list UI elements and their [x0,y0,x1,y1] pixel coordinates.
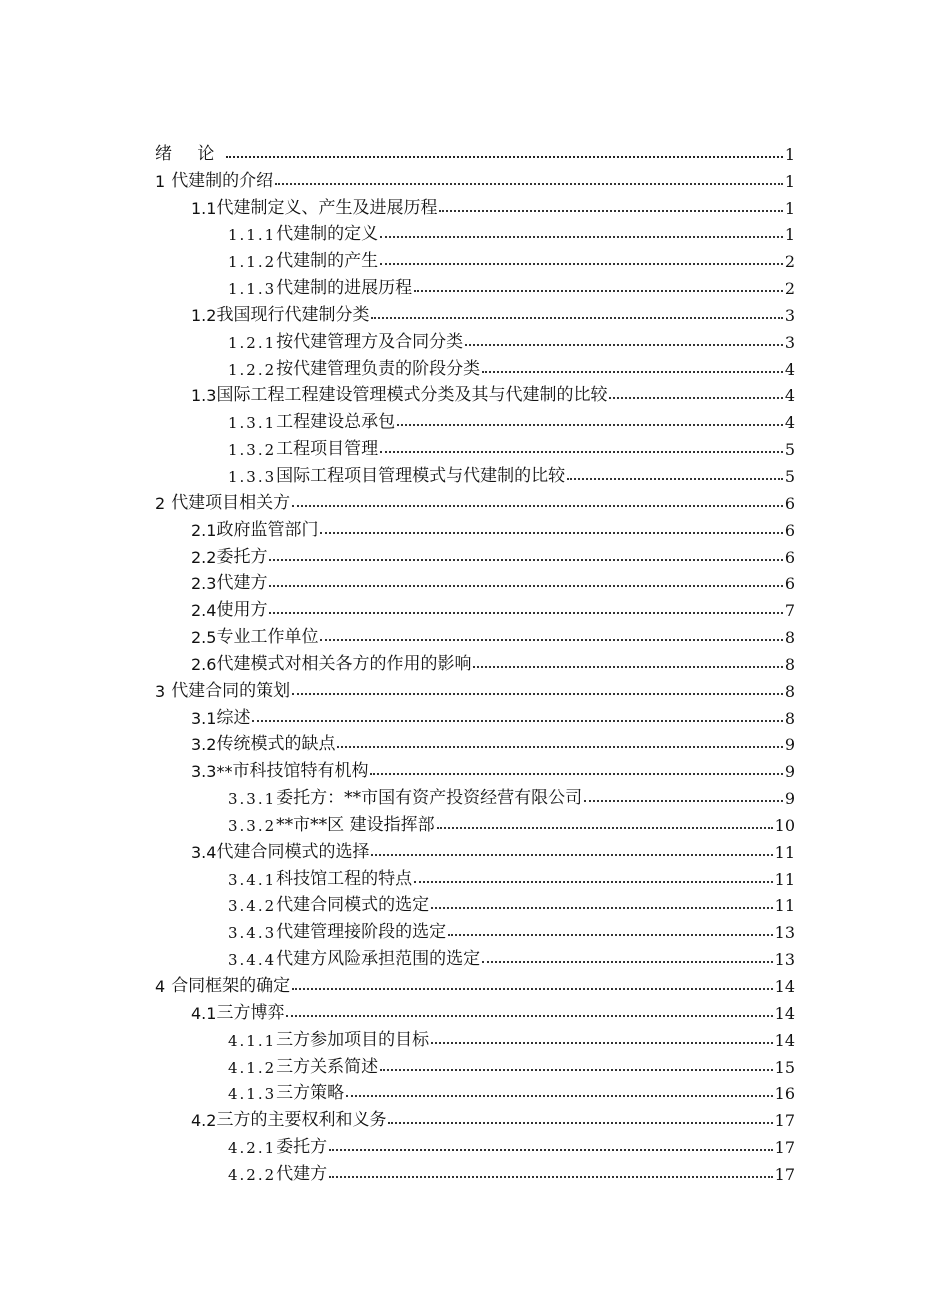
toc-entry[interactable] [155,325,795,352]
dot-leader [269,612,782,614]
toc-entry[interactable] [155,862,795,889]
toc-entry-page-number: 9 [784,762,795,782]
toc-entry-title: 代建合同模式的选定 [276,895,430,916]
toc-entry-title: 代建制的介绍 [171,170,274,191]
toc-entry-title: 委托方 [276,1137,328,1158]
toc-entry-title: 国际工程项目管理模式与代建制的比较 [276,465,566,486]
toc-entry-page-number: 1 [784,225,795,245]
toc-entry-page-number: 4 [784,386,795,406]
toc-entry-page-number: 2 [784,252,795,272]
dot-leader [252,720,782,722]
toc-entry-title: 专业工作单位 [216,627,319,648]
toc-entry-number: 2.4 [191,601,217,621]
toc-entry-title: 三方关系简述 [276,1056,379,1077]
toc-entry-number: 3.4.2 [228,897,277,916]
toc-entry[interactable] [155,513,795,540]
dot-leader [292,505,783,507]
toc-entry-page-number: 5 [784,466,795,486]
dot-leader [292,988,772,990]
toc-entry-title: 代建方风险承担范围的选定 [276,949,481,970]
dot-leader [482,371,783,373]
toc-entry[interactable] [155,218,795,245]
toc-entry[interactable] [155,728,795,755]
toc-entry-page-number: 14 [774,977,795,996]
toc-entry-title: 委托方 [216,546,268,567]
toc-entry-page-number: 17 [774,1138,795,1158]
toc-entry-title: 政府监管部门 [216,519,319,540]
toc-entry-page-number: 2 [784,279,795,299]
toc-entry-page-number: 1 [784,144,795,164]
dot-leader [275,183,783,185]
toc-entry-title: 科技馆工程的特点 [276,868,413,889]
toc-entry-title: 代建管理接阶段的选定 [276,922,447,943]
toc-entry[interactable] [155,1023,795,1050]
toc-entry[interactable] [155,1050,795,1077]
toc-entry[interactable] [155,405,795,432]
toc-entry-number: 3.3** [191,762,233,782]
toc-entry-number: 4.1 [191,1003,217,1023]
toc-entry[interactable] [155,191,795,218]
toc-entry-number: 3 [155,681,166,701]
toc-entry[interactable] [155,164,795,191]
toc-entry-number: 3.4.1 [228,870,277,889]
dot-leader [286,1015,772,1017]
toc-entry-number: 1.3.1 [228,414,277,433]
dot-leader [346,1095,772,1097]
toc-entry[interactable] [155,540,795,567]
dot-leader [269,559,782,561]
toc-entry-title: 合同框架的确定 [171,976,291,996]
toc-entry-number: 2.3 [191,574,217,594]
toc-entry-number: 1.3.2 [228,441,277,460]
toc-entry-page-number: 17 [774,1164,795,1184]
toc-entry-number: 4.2 [191,1111,217,1131]
toc-entry-title: 传统模式的缺点 [216,734,336,755]
toc-entry-title: 按代建管理负责的阶段分类 [276,358,481,379]
toc-entry-title: 市科技馆特有机构 [232,761,369,782]
toc-entry-page-number: 8 [784,654,795,674]
toc-entry-page-number: 8 [784,708,795,728]
toc-entry[interactable] [155,1103,795,1130]
dot-leader [380,263,783,265]
toc-entry[interactable] [155,915,795,942]
toc-entry-title: 代建制定义、产生及进展历程 [216,197,438,218]
toc-entry-number: 1.1.3 [228,280,277,299]
toc-entry-page-number: 15 [774,1057,795,1077]
toc-entry-page-number: 7 [784,601,795,621]
toc-entry[interactable] [155,567,795,594]
toc-entry-page-number: 4 [784,413,795,433]
toc-entry[interactable] [155,459,795,486]
toc-entry-number: 1.2 [191,305,217,325]
toc-entry-page-number: 16 [774,1084,795,1104]
toc-entry-number: 3.4.4 [228,951,277,970]
toc-entry-page-number: 13 [774,923,795,943]
toc-entry-title: 工程建设总承包 [276,412,396,433]
toc-entry-number: 2.6 [191,654,217,674]
toc-entry-title: 使用方 [216,600,268,621]
toc-entry-number: 4 [155,977,166,996]
toc-entry-title: 代建制的进展历程 [276,278,413,299]
toc-entry-number: 1.3 [191,386,217,406]
toc-entry-title: 代建合同模式的选择 [216,841,370,862]
toc-entry-page-number: 3 [784,305,795,325]
toc-entry-number: 1 [155,171,166,191]
dot-leader [337,746,782,748]
dot-leader [371,854,772,856]
toc-entry-page-number: 3 [784,332,795,352]
dot-leader [320,532,782,534]
toc-entry-number: 3.3.2 [228,816,277,835]
toc-entry[interactable] [155,271,795,298]
toc-entry[interactable] [155,808,795,835]
toc-entry-number: 2.2 [191,547,217,567]
toc-entry-page-number: 6 [784,547,795,567]
table-of-contents [155,137,795,1184]
toc-entry-title: 我国现行代建制分类 [216,304,370,325]
toc-entry-number: 4.1.2 [228,1058,277,1077]
toc-entry-page-number: 14 [774,1003,795,1023]
toc-entry-number: 3.3.1 [228,790,277,809]
toc-entry-title: 工程项目管理 [276,439,379,460]
dot-leader [567,478,783,480]
toc-entry[interactable] [155,244,795,271]
toc-entry-number: 2.1 [191,520,217,540]
toc-entry-title: 三方策略 [276,1083,345,1104]
toc-entry-page-number: 10 [774,815,795,835]
toc-entry-page-number: 9 [784,735,795,755]
toc-entry[interactable] [155,298,795,325]
toc-entry-title: 代建制的定义 [276,224,379,245]
dot-leader [473,666,782,668]
dot-leader [431,1042,772,1044]
toc-entry[interactable] [155,674,795,701]
toc-entry-page-number: 11 [774,869,795,889]
toc-entry-page-number: 8 [784,681,795,701]
toc-entry-number: 1.1 [191,198,217,218]
dot-leader [584,800,783,802]
dot-leader [482,961,772,963]
dot-leader [320,639,782,641]
toc-entry[interactable] [155,781,795,808]
toc-entry[interactable] [155,620,795,647]
toc-entry-number: 1.2.2 [228,360,277,379]
toc-entry[interactable] [155,889,795,916]
toc-entry-title: 委托方：**市国有资产投资经营有限公司 [276,788,583,809]
toc-entry-page-number: 6 [784,493,795,513]
toc-entry[interactable] [155,352,795,379]
toc-entry-page-number: 13 [774,950,795,970]
dot-leader [414,290,783,292]
toc-entry-number: 1.3.3 [228,467,277,486]
toc-entry-title: 三方参加项目的目标 [276,1029,430,1050]
toc-entry-number: 2 [155,493,166,513]
toc-entry[interactable] [155,647,795,674]
toc-entry-page-number: 9 [784,789,795,809]
toc-entry[interactable] [155,432,795,459]
toc-entry[interactable] [155,1130,795,1157]
toc-entry-page-number: 1 [784,171,795,191]
dot-leader [437,827,773,829]
toc-entry[interactable] [155,486,795,513]
toc-entry[interactable] [155,379,795,406]
toc-entry-title: **市**区 建设指挥部 [276,814,435,835]
toc-entry-page-number: 1 [784,198,795,218]
dot-leader [465,344,783,346]
toc-entry-title: 绪 论 [155,143,225,164]
dot-leader [380,236,783,238]
toc-entry-title: 国际工程工程建设管理模式分类及其与代建制的比较 [216,385,608,406]
toc-entry-title: 代建模式对相关各方的作用的影响 [216,653,472,674]
toc-entry-title: 三方的主要权利和义务 [216,1110,387,1131]
dot-leader [226,156,782,158]
dot-leader [397,424,783,426]
toc-entry-number: 1.1.1 [228,226,277,245]
toc-entry-number: 4.1.1 [228,1031,277,1050]
toc-entry[interactable] [155,701,795,728]
dot-leader [388,1122,772,1124]
toc-entry-title: 代建方 [276,1163,328,1184]
toc-entry-title: 按代建管理方及合同分类 [276,331,464,352]
dot-leader [371,317,782,319]
dot-leader [431,907,772,909]
toc-entry-number: 4.2.1 [228,1139,277,1158]
toc-entry-number: 4.1.3 [228,1085,277,1104]
toc-entry-page-number: 5 [784,440,795,460]
toc-entry[interactable] [155,969,795,996]
dot-leader [329,1149,772,1151]
toc-entry-title: 代建合同的策划 [171,680,291,701]
toc-entry[interactable] [155,942,795,969]
toc-entry-page-number: 6 [784,520,795,540]
toc-entry-title: 代建方 [216,573,268,594]
toc-entry-page-number: 11 [774,842,795,862]
dot-leader [329,1176,772,1178]
dot-leader [380,451,783,453]
toc-entry-page-number: 4 [784,359,795,379]
toc-entry-title: 三方博弈 [216,1002,285,1023]
toc-entry-number: 1.1.2 [228,253,277,272]
toc-entry-title: 代建项目相关方 [171,492,291,513]
toc-entry[interactable] [155,137,795,164]
toc-entry-page-number: 14 [774,1030,795,1050]
toc-entry-number: 3.4.3 [228,924,277,943]
dot-leader [292,693,783,695]
toc-entry[interactable] [155,593,795,620]
dot-leader [439,210,782,212]
toc-entry-number: 3.1 [191,708,217,728]
toc-entry-number: 1.2.1 [228,333,277,352]
toc-entry[interactable] [155,754,795,781]
toc-entry-title: 综述 [216,707,251,728]
toc-entry-title: 代建制的产生 [276,251,379,272]
toc-entry-number: 2.5 [191,628,217,648]
dot-leader [414,881,772,883]
toc-entry-page-number: 8 [784,628,795,648]
toc-entry-number: 3.2 [191,735,217,755]
toc-entry-page-number: 6 [784,574,795,594]
dot-leader [370,773,782,775]
toc-entry[interactable] [155,1157,795,1184]
toc-entry-page-number: 17 [774,1111,795,1131]
dot-leader [380,1069,772,1071]
dot-leader [448,934,772,936]
toc-entry[interactable] [155,835,795,862]
dot-leader [269,585,782,587]
dot-leader [609,397,782,399]
toc-entry-number: 4.2.2 [228,1165,277,1184]
toc-entry-page-number: 11 [774,896,795,916]
toc-entry[interactable] [155,1077,795,1104]
toc-entry[interactable] [155,996,795,1023]
toc-entry-number: 3.4 [191,842,217,862]
